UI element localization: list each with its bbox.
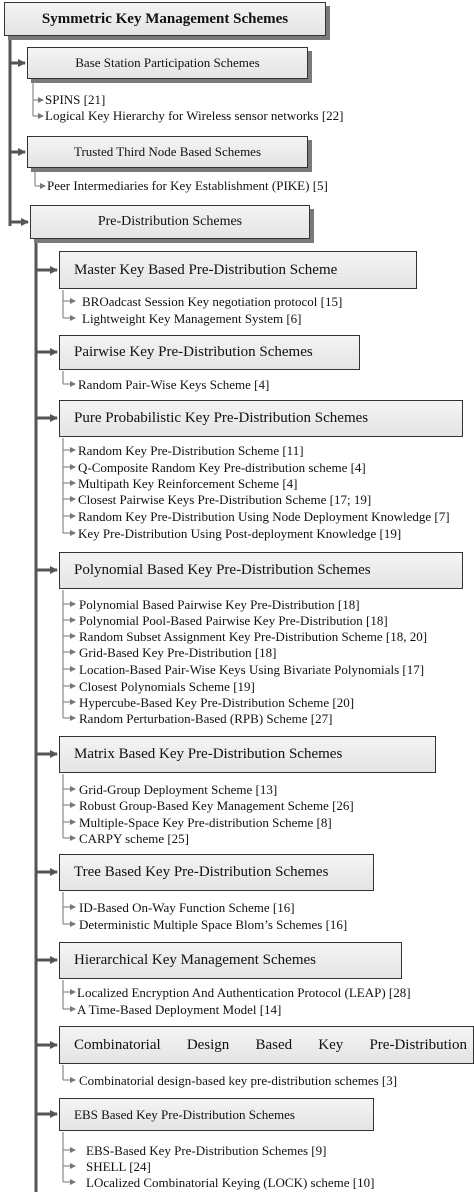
list-item: Peer Intermediaries for Key Establishment (PIKE) [5]	[47, 178, 328, 193]
list-item: Hypercube-Based Key Pre-Distribution Scheme [20]	[79, 695, 355, 710]
list-item: Robust Group-Based Key Management Scheme [26]	[79, 798, 354, 813]
list-item: Random Key Pre-Distribution Scheme [11]	[78, 443, 304, 458]
group-box-pairwise	[59, 335, 360, 370]
list-item: Polynomial Pool-Based Pairwise Key Pre-Distribution [18]	[79, 613, 388, 628]
list-item: Random Perturbation-Based (RPB) Scheme [27]	[79, 711, 333, 726]
group-box-master-key	[59, 251, 417, 289]
list-item: Random Subset Assignment Key Pre-Distribution Scheme [18, 20]	[79, 629, 428, 644]
list-item: Combinatorial design-based key pre-distribution schemes [3]	[79, 1073, 398, 1088]
list-item: Lightweight Key Management System [6]	[82, 311, 302, 326]
group-title: Master Key Based Pre-Distribution Scheme	[74, 261, 338, 278]
group-title: Pairwise Key Pre-Distribution Schemes	[74, 344, 313, 360]
group-title	[74, 1037, 473, 1054]
title-word: Design	[186, 1036, 230, 1053]
root-box	[4, 2, 326, 36]
list-item: Random Pair-Wise Keys Scheme [4]	[78, 377, 270, 392]
pre-distribution-box	[30, 205, 310, 239]
group-title: Polynomial Based Key Pre-Distribution Schemes	[74, 562, 371, 578]
list-item: ID-Based On-Way Function Scheme [16]	[79, 900, 295, 915]
list-item: Key Pre-Distribution Using Post-deployment Knowledge [19]	[78, 526, 402, 541]
list-item: CARPY scheme [25]	[79, 831, 190, 846]
group-box-ebs	[59, 1098, 374, 1131]
list-item: Q-Composite Random Key Pre-distribution scheme [4]	[78, 460, 366, 475]
group-box-pure-probabilistic	[59, 400, 463, 437]
group-title: Matrix Based Key Pre-Distribution Schemes	[74, 746, 343, 762]
list-item: SHELL [24]	[86, 1159, 151, 1174]
list-item: Polynomial Based Pairwise Key Pre-Distribution [18]	[79, 597, 360, 612]
base-station-title: Base Station Participation Schemes	[75, 55, 260, 70]
group-title: Hierarchical Key Management Schemes	[74, 952, 316, 968]
group-box-hierarchical	[59, 942, 402, 979]
group-title: Pure Probabilistic Key Pre-Distribution Schemes	[74, 410, 369, 426]
list-item: BROadcast Session Key negotiation protocol [15]	[82, 294, 343, 309]
list-item: SPINS [21]	[45, 92, 106, 107]
list-item: LOcalized Combinatorial Keying (LOCK) scheme [10]	[86, 1175, 375, 1190]
list-item: Closest Polynomials Scheme [19]	[79, 679, 255, 694]
title-word: Combinatorial	[74, 1036, 161, 1053]
group-title: Tree Based Key Pre-Distribution Schemes	[74, 864, 329, 880]
list-item: Grid-Based Key Pre-Distribution [18]	[79, 645, 277, 660]
title-word: Key	[318, 1036, 344, 1053]
root-title: Symmetric Key Management Schemes	[41, 10, 289, 27]
group-title: EBS Based Key Pre-Distribution Schemes	[74, 1106, 295, 1122]
list-item: Multiple-Space Key Pre-distribution Scheme [8]	[79, 815, 332, 830]
trusted-third-title: Trusted Third Node Based Schemes	[73, 144, 262, 159]
base-station-box	[27, 47, 308, 79]
title-word: Pre-Distribution	[369, 1036, 467, 1053]
group-box-polynomial	[59, 552, 463, 589]
list-item: A Time-Based Deployment Model [14]	[77, 1002, 282, 1017]
group-box-tree	[59, 854, 374, 891]
list-item: Location-Based Pair-Wise Keys Using Bivariate Polynomials [17]	[79, 662, 425, 677]
list-item: Closest Pairwise Keys Pre-Distribution Scheme [17; 19]	[78, 492, 372, 507]
title-word: Based	[255, 1036, 293, 1053]
list-item: Localized Encryption And Authentication Protocol (LEAP) [28]	[77, 985, 411, 1000]
list-item: Multipath Key Reinforcement Scheme [4]	[78, 476, 298, 491]
list-item: Deterministic Multiple Space Blom’s Schemes [16]	[79, 917, 348, 932]
group-box-matrix	[59, 736, 436, 773]
trusted-third-box	[27, 136, 308, 168]
list-item: Logical Key Hierarchy for Wireless sensor networks [22]	[45, 108, 344, 123]
group-box-combinatorial	[59, 1026, 474, 1064]
list-item: Grid-Group Deployment Scheme [13]	[79, 782, 278, 797]
list-item: Random Key Pre-Distribution Using Node Deployment Knowledge [7]	[78, 509, 450, 524]
list-item: EBS-Based Key Pre-Distribution Schemes [9]	[86, 1143, 327, 1158]
pre-distribution-title: Pre-Distribution Schemes	[97, 214, 243, 229]
